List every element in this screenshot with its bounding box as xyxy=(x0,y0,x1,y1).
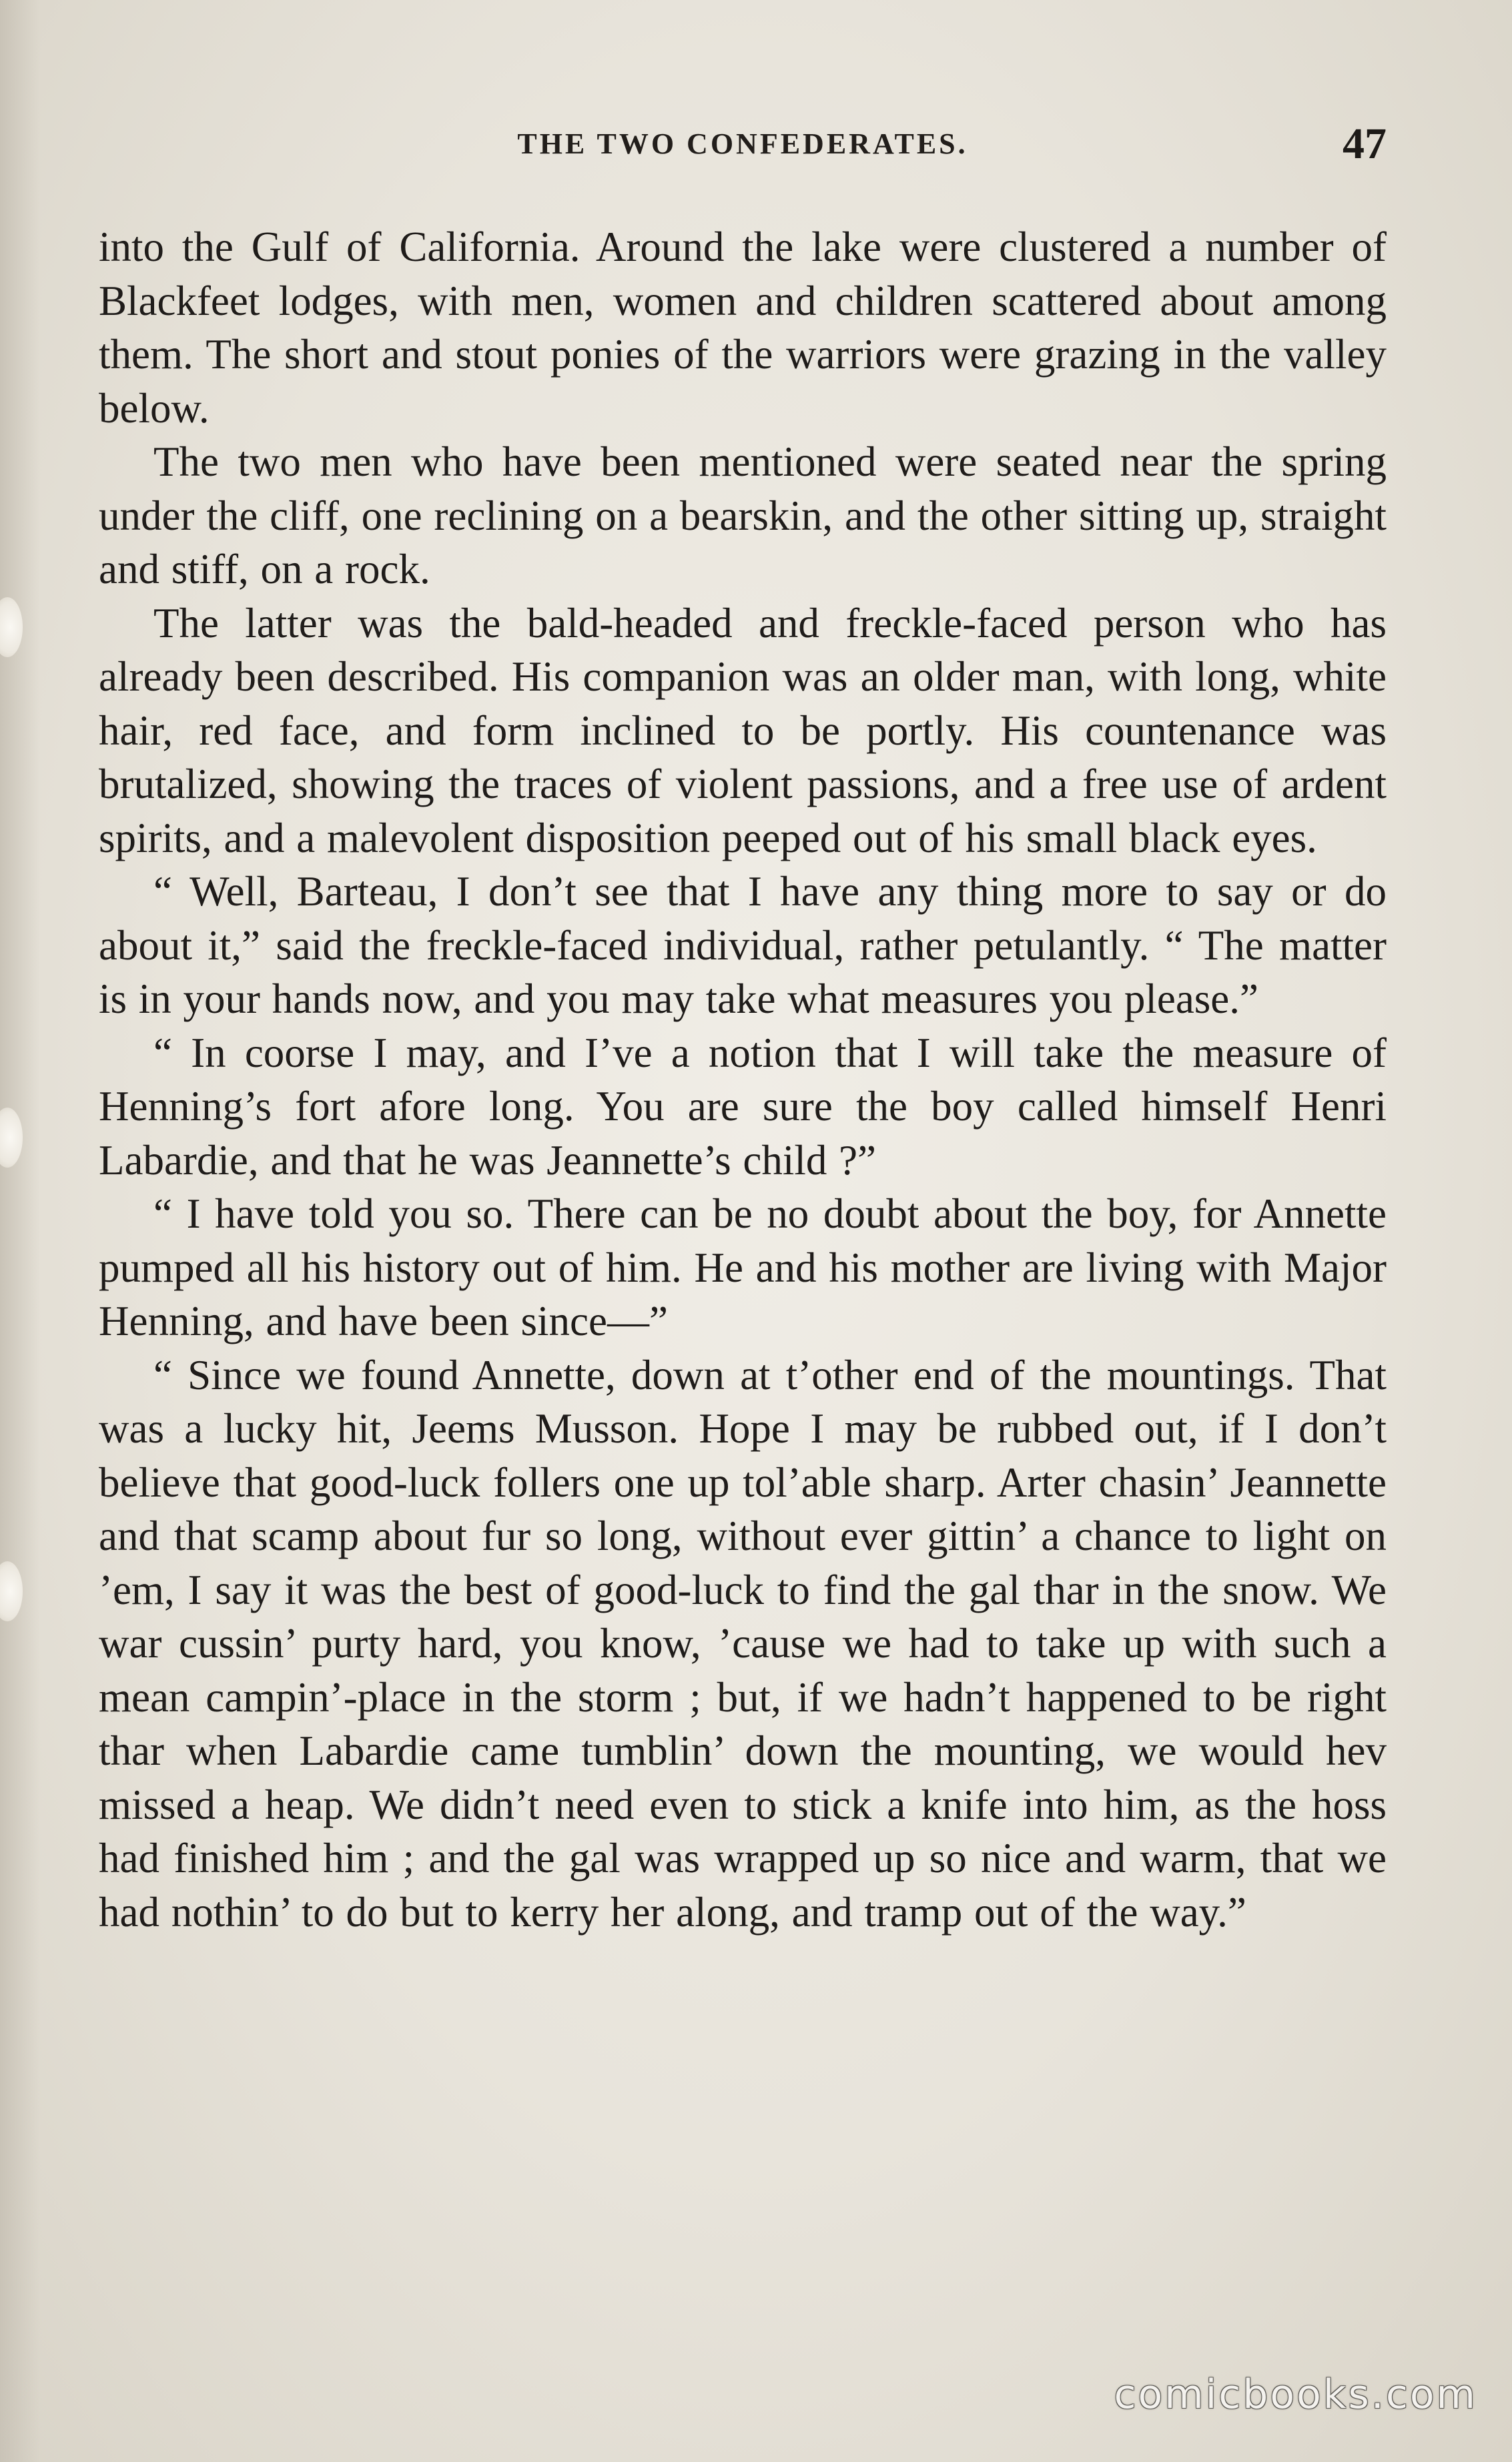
page-header xyxy=(99,117,1387,177)
watermark: comicbooks.com xyxy=(1114,2371,1477,2418)
paragraph: “ I have told you so. There can be no doubt about the boy, for Annette pumped all his history out of him. He and his mother are living with Major Henning, and have been since—” xyxy=(99,1190,1387,1344)
paragraph: “ Since we found Annette, down at t’other end of the mountings. That was a lucky hit, Jeems Musson. Hope I may be rubbed out, if I don’t believe that good-luck follers one up tol’able sharp. Arter chasin’ Jeannette and that scamp about fur so long, without ever gittin’ a chance to light on ’em, I say it was the best of good-luck to find the gal thar in the snow. We war cussin’ purty hard, you know, ’cause we had to take up with such a mean campin’-place in the storm ; but, if we hadn’t happened to be right thar when Labardie came tumblin’ down the mounting, we would hev missed a heap. We didn’t need even to stick a knife into him, as the hoss had finished him ; and the gal was wrapped up so nice and warm, that we had nothin’ to do but to kerry her along, and tramp out of the way.” xyxy=(99,1351,1387,1936)
paragraph: “ Well, Barteau, I don’t see that I have any thing more to say or do about it,” said the freckle-faced individual, rather petulantly. “ The matter is in your hands now, and you may take what measures you please.” xyxy=(99,868,1387,1022)
body-text xyxy=(99,220,1387,1939)
paragraph: The latter was the bald-headed and freckle-faced person who has already been described. His companion was an older man, with long, white hair, red face, and form inclined to be portly. His countenance was brutalized, showing the traces of violent passions, and a free use of ardent spirits, and a malevolent disposition peeped out of his small black eyes. xyxy=(99,599,1387,861)
page-number: 47 xyxy=(1343,119,1387,168)
paragraph: “ In coorse I may, and I’ve a notion that I will take the measure of Henning’s fort afore long. You are sure the boy called himself Henri Labardie, and that he was Jeannette’s child ?” xyxy=(99,1029,1387,1184)
page-gutter-shadow xyxy=(0,0,40,2462)
paragraph: into the Gulf of California. Around the lake were clustered a number of Blackfeet lodges, with men, women and children scattered about among them. The short and stout ponies of the warriors were grazing in the valley below. xyxy=(99,224,1387,432)
running-head: THE TWO CONFEDERATES. xyxy=(517,127,968,160)
paragraph: The two men who have been mentioned were seated near the spring under the cliff, one reclining on a bearskin, and the other sitting up, straight and stiff, on a rock. xyxy=(99,438,1387,592)
